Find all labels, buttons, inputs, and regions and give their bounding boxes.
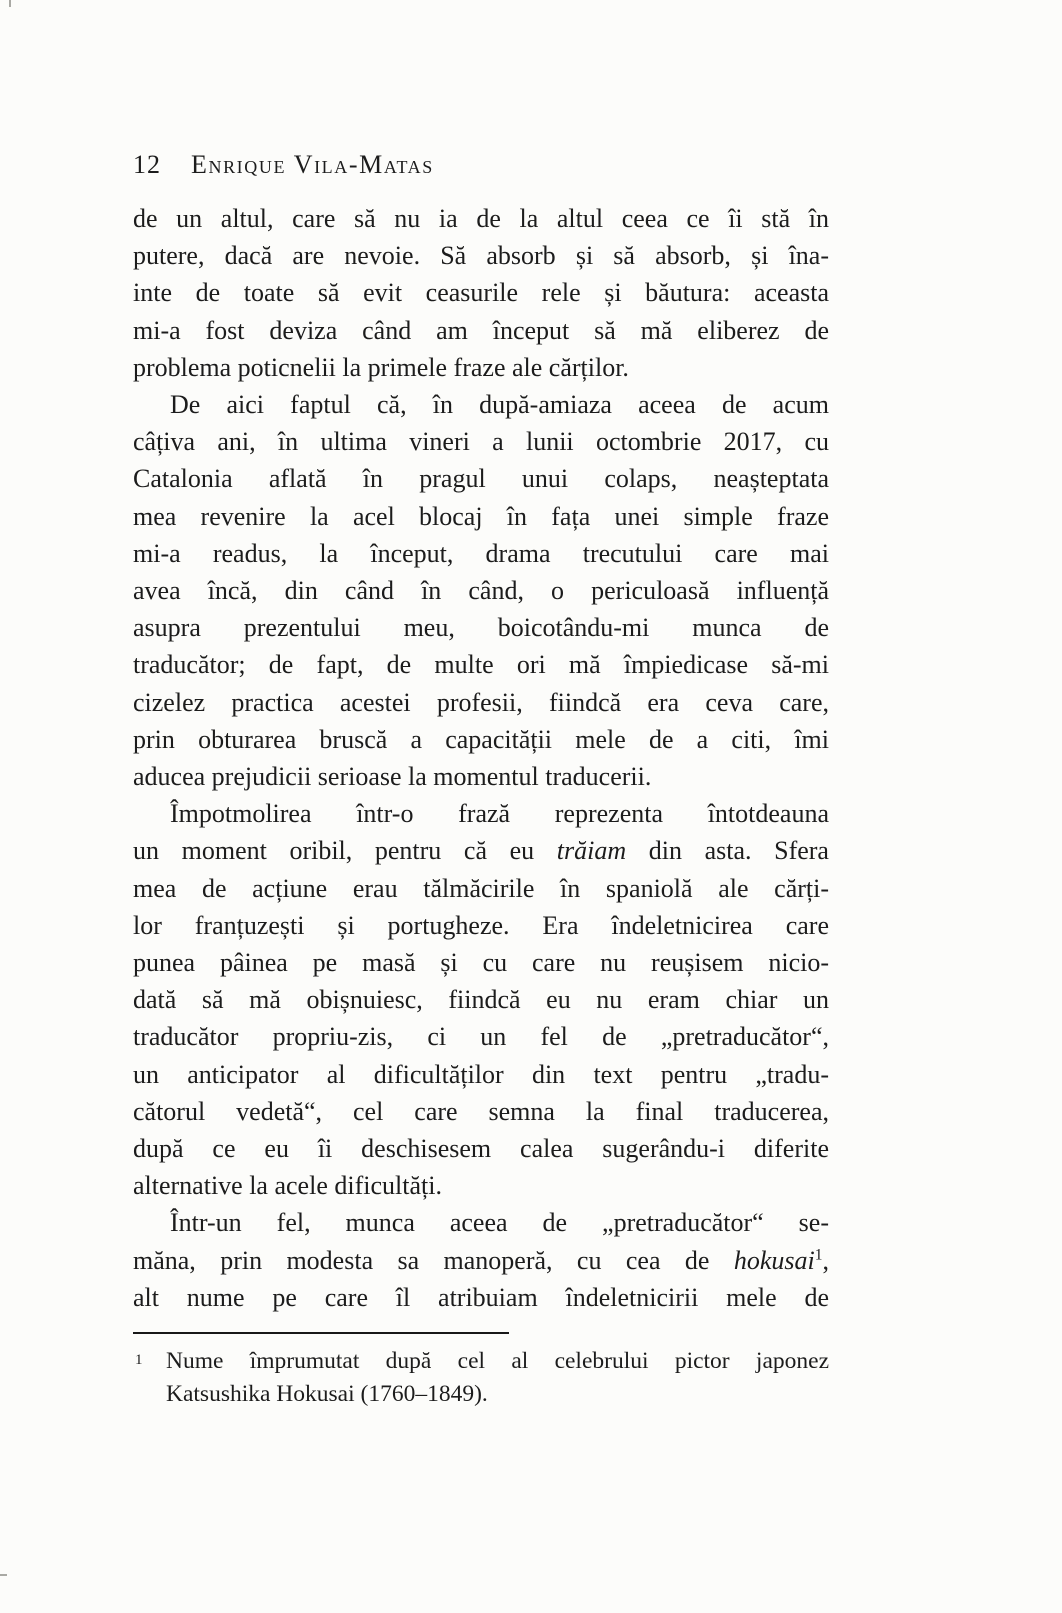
text-segment: prin obturarea bruscă a capacității mele de a citi, îmi bbox=[133, 724, 829, 754]
text-segment: traducător; de fapt, de multe ori mă împiedicase să-mi bbox=[133, 650, 829, 680]
running-head bbox=[133, 150, 829, 184]
text-line bbox=[166, 1345, 829, 1378]
text-segment: alt nume pe care îl atribuiam îndeletnicirii mele de bbox=[133, 1282, 829, 1312]
text-segment: cătorul vedetă“, cel care semna la final traducerea, bbox=[133, 1096, 829, 1126]
text-line bbox=[133, 498, 829, 535]
text-segment: Împotmolirea într-o frază reprezenta întotdeauna bbox=[170, 799, 829, 829]
text-line bbox=[133, 200, 829, 237]
text-line bbox=[133, 1093, 829, 1130]
text-line bbox=[133, 907, 829, 944]
text-segment: Nume împrumutat după cel al celebrului pictor japonez bbox=[166, 1348, 829, 1374]
text-line bbox=[133, 349, 829, 386]
text-line bbox=[133, 832, 829, 869]
text-segment: măna, prin modesta sa manoperă, cu cea de bbox=[133, 1245, 734, 1275]
text-segment: un anticipator al dificultăților din text pentru „tradu- bbox=[133, 1059, 829, 1089]
text-segment: dată să mă obișnuiesc, fiindcă eu nu eram chiar un bbox=[133, 985, 829, 1015]
text-segment: problema poticnelii la primele fraze ale cărților. bbox=[133, 352, 629, 382]
footnote-text bbox=[166, 1345, 829, 1411]
text-line bbox=[133, 386, 829, 423]
text-segment: din asta. Sfera bbox=[626, 836, 829, 866]
text-segment: alternative la acele dificultăți. bbox=[133, 1171, 442, 1201]
text-segment: traducător propriu-zis, ci un fel de „pretraducător“, bbox=[133, 1022, 829, 1052]
text-segment: asupra prezentului meu, boicotându-mi munca de bbox=[133, 613, 829, 643]
text-line bbox=[133, 535, 829, 572]
text-line bbox=[133, 1056, 829, 1093]
text-segment: Katsushika Hokusai (1760–1849). bbox=[166, 1381, 488, 1407]
text-line bbox=[133, 1279, 829, 1316]
text-line bbox=[133, 758, 829, 795]
text-line bbox=[133, 423, 829, 460]
text-segment: mea de acțiune erau tălmăcirile în spaniolă ale cărți- bbox=[133, 873, 829, 903]
crop-mark-bottom-left bbox=[0, 1574, 7, 1576]
text-segment: Într-un fel, munca aceea de „pretraducător“ se- bbox=[170, 1208, 829, 1238]
text-segment: mea revenire la acel blocaj în fața unei simple fraze bbox=[133, 501, 829, 531]
page-number: 12 bbox=[133, 150, 161, 179]
text-line bbox=[133, 721, 829, 758]
text-line bbox=[133, 237, 829, 274]
text-segment: mi-a readus, la început, drama trecutului care mai bbox=[133, 538, 829, 568]
italic-text: hokusai bbox=[733, 1245, 815, 1275]
text-segment: aducea prejudicii serioase la momentul traducerii. bbox=[133, 762, 652, 792]
text-segment: , bbox=[822, 1245, 829, 1275]
italic-text: trăiam bbox=[556, 836, 627, 866]
text-line bbox=[133, 981, 829, 1018]
text-segment: De aici faptul că, în după-amiaza aceea de acum bbox=[170, 390, 829, 420]
text-line bbox=[133, 460, 829, 497]
body-text bbox=[133, 200, 829, 1316]
text-line bbox=[133, 870, 829, 907]
text-line bbox=[133, 684, 829, 721]
footnote-rule bbox=[133, 1332, 509, 1334]
text-segment: lor franțuzești și portugheze. Era îndeletnicirea care bbox=[133, 910, 829, 940]
text-line bbox=[133, 944, 829, 981]
text-segment: inte de toate să evit ceasurile rele și băutura: aceasta bbox=[133, 278, 829, 308]
text-segment: un moment oribil, pentru că eu bbox=[133, 836, 557, 866]
text-segment: Catalonia aflată în pragul unui colaps, neașteptata bbox=[133, 464, 829, 494]
text-segment: de un altul, care să nu ia de la altul ceea ce îi stă în bbox=[133, 204, 829, 233]
text-segment: câțiva ani, în ultima vineri a lunii octombrie 2017, cu bbox=[133, 427, 829, 457]
text-line bbox=[133, 572, 829, 609]
text-line bbox=[133, 1167, 829, 1204]
text-segment: avea încă, din când în când, o periculoasă influență bbox=[133, 576, 829, 606]
crop-mark-top-left bbox=[9, 0, 11, 7]
text-line bbox=[133, 795, 829, 832]
text-line bbox=[133, 609, 829, 646]
author-header: Enrique Vila-Matas bbox=[191, 150, 434, 179]
text-line bbox=[133, 274, 829, 311]
text-segment: putere, dacă are nevoie. Să absorb și să absorb, și îna- bbox=[133, 241, 829, 271]
text-line bbox=[133, 312, 829, 349]
text-line bbox=[133, 1204, 829, 1241]
text-line bbox=[133, 646, 829, 683]
footnote-reference: 1 bbox=[814, 1246, 823, 1264]
text-line bbox=[166, 1378, 829, 1411]
text-block bbox=[133, 150, 829, 1316]
text-segment: cizelez practica acestei profesii, fiindcă era ceva care, bbox=[133, 687, 829, 717]
footnote-body bbox=[133, 1345, 829, 1411]
text-line bbox=[133, 1018, 829, 1055]
footnote-marker: 1 bbox=[135, 1352, 143, 1368]
footnote bbox=[133, 1332, 829, 1411]
text-line bbox=[133, 1130, 829, 1167]
text-segment: punea pâinea pe masă și cu care nu reușisem nicio- bbox=[133, 948, 829, 978]
text-line bbox=[133, 1242, 829, 1279]
text-segment: după ce eu îi deschisesem calea sugerându-i diferite bbox=[133, 1134, 829, 1164]
text-segment: mi-a fost deviza când am început să mă eliberez de bbox=[133, 315, 829, 345]
